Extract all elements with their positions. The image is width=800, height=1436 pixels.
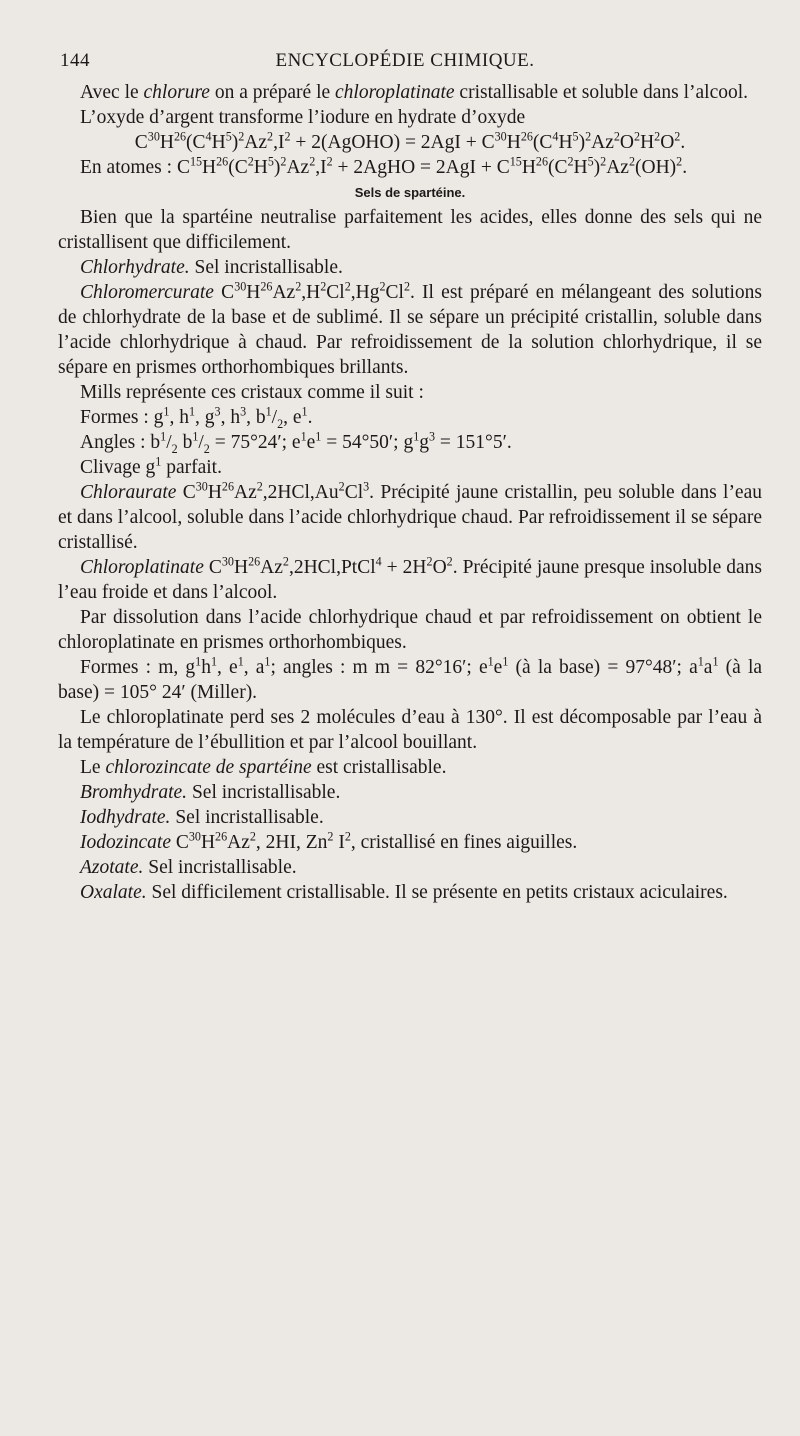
superscript: 2 (613, 129, 620, 144)
text-run: ; angles : m m = 82°16′; e (270, 657, 488, 678)
text-run: / (198, 432, 204, 453)
superscript: 5 (267, 154, 274, 169)
text-run: C (134, 132, 148, 153)
superscript: 26 (173, 129, 187, 144)
italic-text: Azotate. (80, 857, 144, 878)
text-run: Az (606, 157, 629, 178)
text-run: , e (283, 407, 302, 428)
superscript: 1 (301, 404, 308, 419)
paragraph (58, 80, 762, 105)
paragraph (58, 480, 762, 555)
superscript: 4 (375, 554, 382, 569)
text-run: H (200, 832, 216, 853)
text-run: ,I (315, 157, 327, 178)
superscript: 26 (248, 554, 261, 569)
text-run: g (419, 432, 429, 453)
superscript: 30 (234, 279, 247, 294)
text-run: H (558, 132, 573, 153)
text-run: Le (80, 757, 106, 778)
paragraph (58, 455, 762, 480)
text-run: C (203, 557, 222, 578)
superscript: 26 (216, 154, 229, 169)
superscript: 2 (267, 129, 274, 144)
superscript: 26 (221, 479, 234, 494)
text-run: I (333, 832, 345, 853)
text-run: H (246, 282, 261, 303)
superscript: 26 (520, 129, 533, 144)
superscript: 2 (326, 154, 333, 169)
text-run: h (201, 657, 211, 678)
text-run: Cl (326, 282, 345, 303)
text-run: . Précipité jaune cristallin, peu soluble dans l’eau et dans l’alcool, soluble dans l’acide chlorhydrique chaud. Par refroidissement il se sépare cristallisé. (58, 482, 762, 553)
text-run: Bien que la spartéine neutralise parfaitement les acides, elles donne des sels qui ne cristallisent que difficilement. (58, 207, 762, 253)
text-run: (C (547, 157, 568, 178)
text-run: Az (272, 282, 296, 303)
text-run: (à la base) = 105° 24′ (Miller). (58, 657, 763, 703)
superscript: 2 (309, 154, 316, 169)
superscript: 5 (225, 129, 232, 144)
text-run: est cristallisable. (311, 757, 447, 778)
paragraph (58, 405, 762, 430)
text-run: Sel incristallisable. (187, 782, 341, 803)
superscript: 2 (284, 129, 291, 144)
text-run: H (573, 157, 588, 178)
superscript: 3 (214, 404, 221, 419)
text-run: e (493, 657, 503, 678)
text-run: e (306, 432, 316, 453)
superscript: 2 (238, 129, 245, 144)
superscript: 2 (344, 829, 351, 844)
superscript: 2 (379, 279, 386, 294)
superscript: 2 (403, 279, 410, 294)
paragraph (58, 280, 762, 380)
italic-text: Bromhydrate. (80, 782, 188, 803)
text-run: (C (532, 132, 553, 153)
text-run: . Précipité jaune presque insoluble dans l’eau froide et dans l’alcool. (58, 557, 762, 603)
paragraph (58, 655, 762, 705)
text-run: ) (593, 157, 601, 178)
superscript: 1 (487, 654, 494, 669)
text-run: + 2AgHO = 2AgI + C (332, 157, 510, 178)
text-run: = 151°5′. (435, 432, 512, 453)
superscript: 15 (509, 154, 522, 169)
superscript: 2 (247, 154, 254, 169)
text-run: C (176, 482, 196, 503)
text-run: H (233, 557, 249, 578)
superscript: 4 (552, 129, 559, 144)
paragraph (58, 755, 762, 780)
superscript: 1 (712, 654, 719, 669)
text-run: = 54°50′; g (321, 432, 414, 453)
text-run: Clivage g (80, 457, 156, 478)
italic-text: Oxalate. (80, 882, 147, 903)
paragraph (58, 205, 762, 255)
text-run: a (703, 657, 713, 678)
text-run: Sel incristallisable. (189, 257, 343, 278)
text-run: on a préparé le (209, 82, 336, 103)
paragraph (58, 555, 762, 605)
text-run: ) (578, 132, 586, 153)
superscript: 2 (344, 279, 351, 294)
superscript: 1 (237, 654, 244, 669)
superscript: 3 (363, 479, 370, 494)
text-run: H (640, 132, 655, 153)
text-run: O (660, 132, 675, 153)
paragraph (58, 830, 762, 855)
superscript: 2 (282, 554, 289, 569)
text-run: , cristallisé en fines aiguilles. (350, 832, 578, 853)
superscript: 1 (192, 429, 199, 444)
text-run: , 2HI, Zn (255, 832, 328, 853)
text-run: Cl (344, 482, 364, 503)
text-run: Az (286, 157, 310, 178)
superscript: 2 (338, 479, 345, 494)
text-run: , h (169, 407, 189, 428)
text-run: Avec le (80, 82, 144, 103)
text-run: H (159, 132, 174, 153)
text-run: ,Hg (350, 282, 380, 303)
text-run: = 75°24′; e (209, 432, 301, 453)
text-run: , b (246, 407, 266, 428)
text-run: Sels de spartéine. (354, 185, 466, 200)
superscript: 2 (320, 279, 327, 294)
text-run: Sel incristallisable. (143, 857, 297, 878)
text-run: ) (231, 132, 239, 153)
text-run: Az (234, 482, 257, 503)
paragraph (58, 255, 762, 280)
text-run: En atomes : C (80, 157, 190, 178)
superscript: 2 (249, 829, 256, 844)
paragraph (58, 380, 762, 405)
italic-text: chlorure (143, 82, 210, 103)
paragraph (58, 705, 762, 755)
paragraph (58, 880, 762, 905)
paragraph (58, 805, 762, 830)
text-run: , h (220, 407, 241, 428)
text-run: Az (227, 832, 250, 853)
text-run: cristallisable et soluble dans l’alcool. (454, 82, 749, 103)
text-run: / (271, 407, 278, 428)
text-run: ,H (301, 282, 321, 303)
text-run: ,2HCl,PtCl (288, 557, 376, 578)
paragraph (58, 155, 762, 180)
text-run: Sel incristallisable. (170, 807, 324, 828)
subscript: 2 (171, 441, 178, 456)
superscript: 15 (189, 154, 203, 169)
running-header (60, 50, 750, 78)
subscript: 2 (203, 441, 210, 456)
text-run: C (213, 282, 235, 303)
text-run: Formes : m, g (80, 657, 196, 678)
italic-text: Iodhydrate. (80, 807, 171, 828)
text-run: ,I (273, 132, 285, 153)
text-run: ) (273, 157, 281, 178)
superscript: 2 (674, 129, 681, 144)
superscript: 2 (426, 554, 433, 569)
superscript: 30 (195, 479, 208, 494)
text-run: Le chloroplatinate perd ses 2 molécules d’eau à 130°. Il est décomposable par l’eau à la température de l’ébullition et par l’alcool bouillant. (58, 707, 762, 753)
superscript: 26 (260, 279, 273, 294)
text-run: / (166, 432, 172, 453)
superscript: 1 (155, 454, 162, 469)
subscript: 2 (277, 416, 284, 431)
text-run: b (177, 432, 193, 453)
superscript: 2 (256, 479, 263, 494)
italic-text: chlorozincate de spartéine (105, 757, 312, 778)
paragraph (58, 855, 762, 880)
text-run: , g (195, 407, 215, 428)
superscript: 1 (300, 429, 307, 444)
superscript: 26 (535, 154, 548, 169)
text-run: H (253, 157, 268, 178)
text-run: H (211, 132, 226, 153)
text-run: ,2HCl,Au (262, 482, 339, 503)
text-run: Mills représente ces cristaux comme il suit : (80, 382, 424, 403)
text-run: . (680, 132, 686, 153)
superscript: 2 (585, 129, 592, 144)
superscript: 2 (295, 279, 302, 294)
superscript: 1 (264, 654, 271, 669)
text-run: Cl (385, 282, 404, 303)
superscript: 1 (502, 654, 509, 669)
superscript: 30 (188, 829, 201, 844)
italic-text: Iodozincate (80, 832, 171, 853)
italic-text: Chloraurate (80, 482, 177, 503)
section-heading (58, 180, 762, 205)
page-number: 144 (60, 50, 90, 71)
superscript: 30 (147, 129, 160, 144)
text-run: . Il est préparé en mélangeant des solutions de chlorhydrate de la base et de sublimé. Il se sépare un précipité cristallin, soluble dans l’acide chlorhydrique à chaud. Par refroidissement de la solution chlorhydrique, il se sépare en prismes orthorhombiques brillants. (58, 282, 762, 378)
text-run: Sel difficilement cristallisable. Il se présente en petits cristaux aciculaires. (146, 882, 728, 903)
superscript: 1 (413, 429, 420, 444)
paragraph (58, 605, 762, 655)
text-run: L’oxyde d’argent transforme l’iodure en hydrate d’oxyde (80, 107, 526, 128)
text-run: Az (260, 557, 283, 578)
superscript: 2 (634, 129, 641, 144)
text-run: Angles : b (80, 432, 161, 453)
paragraph (58, 430, 762, 455)
text-run: (OH) (635, 157, 677, 178)
formula-line (58, 130, 762, 155)
italic-text: chloroplatinate (335, 82, 455, 103)
text-run: , a (243, 657, 265, 678)
text-run: O (619, 132, 635, 153)
superscript: 1 (697, 654, 704, 669)
text-run: (C (228, 157, 248, 178)
superscript: 1 (163, 404, 170, 419)
text-run: . (682, 157, 688, 178)
superscript: 2 (654, 129, 661, 144)
italic-text: Chloroplatinate (80, 557, 204, 578)
text-run: Az (591, 132, 614, 153)
superscript: 5 (572, 129, 579, 144)
superscript: 4 (205, 129, 212, 144)
text-run: C (170, 832, 189, 853)
superscript: 2 (327, 829, 334, 844)
paragraph (58, 105, 762, 130)
superscript: 5 (587, 154, 594, 169)
text-run: Formes : g (80, 407, 164, 428)
paragraph (58, 780, 762, 805)
text-run: + 2(AgOHO) = 2AgI + C (290, 132, 495, 153)
text-run: H (506, 132, 521, 153)
superscript: 2 (628, 154, 636, 169)
text-run: parfait. (161, 457, 222, 478)
italic-text: Chloromercurate (80, 282, 214, 303)
superscript: 2 (446, 554, 453, 569)
italic-text: Chlorhydrate. (80, 257, 190, 278)
text-run: . (307, 407, 313, 428)
text-run: O (432, 557, 447, 578)
superscript: 26 (215, 829, 228, 844)
text-run: Par dissolution dans l’acide chlorhydrique chaud et par refroidissement on obtient le chloroplatinate en prismes orthorhombiques. (58, 607, 762, 653)
superscript: 1 (195, 654, 202, 669)
running-title: ENCYCLOPÉDIE CHIMIQUE. (275, 50, 535, 71)
superscript: 1 (160, 429, 167, 444)
page-body (58, 80, 762, 905)
text-run: + 2H (381, 557, 427, 578)
superscript: 2 (600, 154, 607, 169)
superscript: 3 (429, 429, 436, 444)
text-run: Az (244, 132, 268, 153)
superscript: 1 (210, 654, 217, 669)
text-run: (à la base) = 97°48′; a (508, 657, 698, 678)
superscript: 1 (265, 404, 272, 419)
text-run: , e (217, 657, 238, 678)
superscript: 1 (188, 404, 196, 419)
superscript: 2 (280, 154, 287, 169)
superscript: 3 (240, 404, 247, 419)
text-run: (C (186, 132, 206, 153)
superscript: 2 (676, 154, 683, 169)
text-run: H (202, 157, 217, 178)
superscript: 30 (221, 554, 234, 569)
superscript: 30 (494, 129, 507, 144)
superscript: 1 (315, 429, 322, 444)
text-run: H (207, 482, 222, 503)
superscript: 2 (567, 154, 574, 169)
text-run: H (521, 157, 536, 178)
